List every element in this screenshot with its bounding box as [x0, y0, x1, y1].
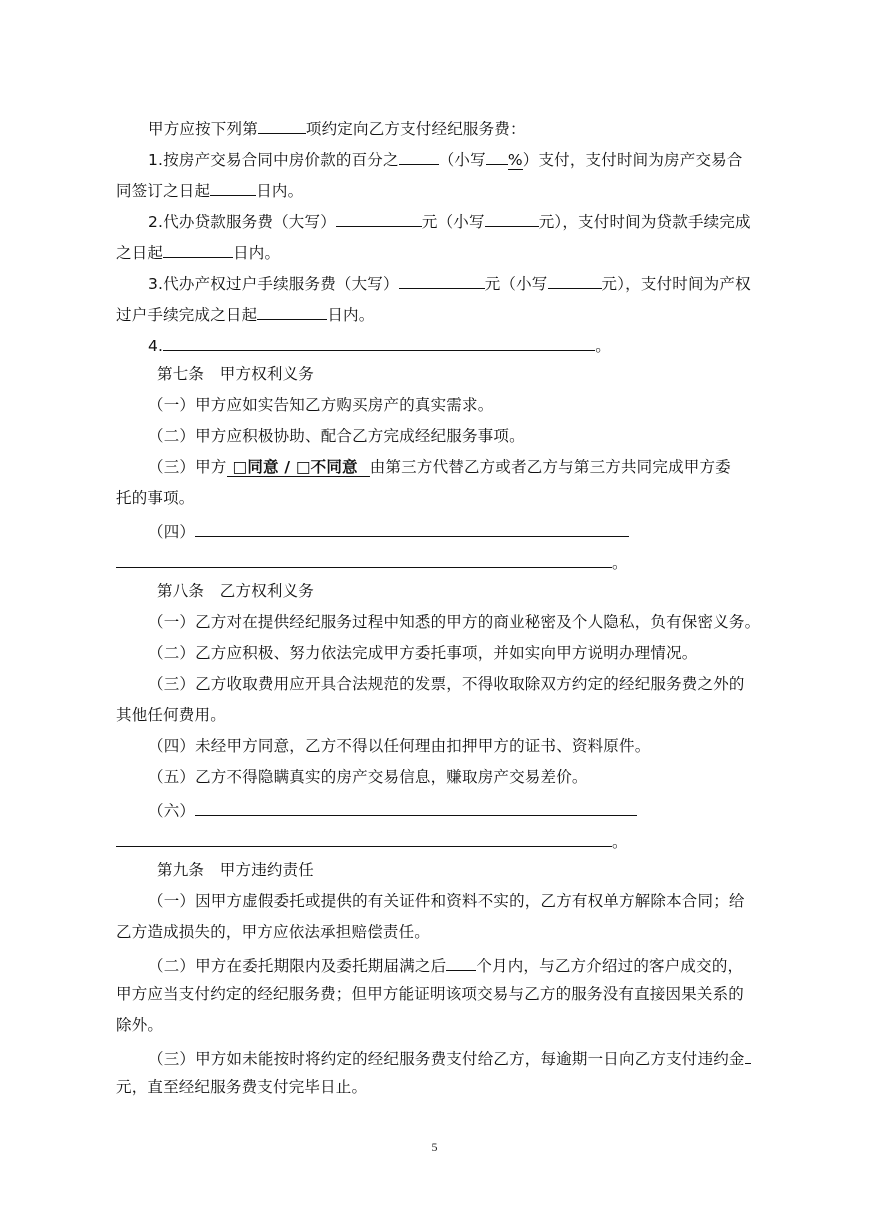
article-9-item-1-cont: 乙方造成损失的，甲方应依法承担赔偿责任。 [116, 923, 431, 941]
article-9-item-1: （一）因甲方虚假委托或提供的有关证件和资料不实的，乙方有权单方解除本合同；给 [148, 892, 745, 910]
article-9-item-3: （三）甲方如未能按时将约定的经纪服务费支付给乙方，每逾期一日向乙方支付违约金 [148, 1046, 751, 1069]
fee-item-3-line: 3.代办产权过户手续服务费（大写） 元（小写 元），支付时间为产权 [148, 271, 751, 294]
penalty-blank [745, 1046, 751, 1064]
article-8-heading: 第八条 乙方权利义务 [157, 582, 315, 600]
article-7-item-3: （三）甲方 □同意 / □不同意 由第三方代替乙方或者乙方与第三方共同完成甲方委 [148, 458, 731, 476]
article-8-item-2: （二）乙方应积极、努力依法完成甲方委托事项，并如实向甲方说明办理情况。 [148, 644, 698, 662]
article-8-item-6-cont: 。 [116, 829, 628, 852]
fee-option-line: 甲方应按下列第 项约定向乙方支付经纪服务费： [148, 116, 526, 139]
article-7-item-4: （四） [148, 519, 629, 542]
article-7-item-1: （一）甲方应如实告知乙方购买房产的真实需求。 [148, 396, 494, 414]
fee-item-3-cont: 过户手续完成之日起 日内。 [116, 302, 374, 325]
article-9-item-2: （二）甲方在委托期限内及委托期届满之后 个月内，与乙方介绍过的客户成交的， [148, 953, 743, 976]
article-8-item-6-blank-2 [116, 829, 612, 847]
article-7-heading: 第七条 甲方权利义务 [157, 365, 315, 383]
article-8-item-3: （三）乙方收取费用应开具合法规范的发票，不得收取除双方约定的经纪服务费之外的 [148, 675, 745, 693]
transfer-fee-upper-blank [399, 271, 485, 289]
page-number: 5 [431, 1140, 438, 1154]
article-7-item-2: （二）甲方应积极协助、配合乙方完成经纪服务事项。 [148, 427, 525, 445]
article-9-item-2-cont-2: 除外。 [116, 1016, 164, 1034]
days-blank-3 [257, 302, 327, 320]
percent-blank [399, 147, 439, 165]
fee-item-1-cont: 同签订之日起 日内。 [116, 178, 303, 201]
article-8-item-6: （六） [148, 798, 637, 821]
fee-item-2-line: 2.代办贷款服务费（大写） 元（小写 元），支付时间为贷款手续完成 [148, 209, 751, 232]
article-8-item-5: （五）乙方不得隐瞒真实的房产交易信息，赚取房产交易差价。 [148, 768, 588, 786]
article-7-item-3-cont: 托的事项。 [116, 489, 195, 507]
fee-item-2-cont: 之日起 日内。 [116, 240, 280, 263]
article-8-item-6-blank [195, 798, 637, 816]
article-7-item-4-blank [195, 519, 629, 537]
item-4-blank [163, 333, 595, 351]
article-8-item-3-cont: 其他任何费用。 [116, 706, 226, 724]
days-blank-2 [163, 240, 233, 258]
percent-lowercase-blank [486, 147, 508, 165]
article-8-item-4: （四）未经甲方同意，乙方不得以任何理由扣押甲方的证书、资料原件。 [148, 737, 651, 755]
transfer-fee-lower-blank [548, 271, 602, 289]
fee-item-4-line: 4. 。 [148, 333, 611, 356]
consent-checkbox-options: □同意 / □不同意 [227, 458, 370, 477]
months-blank [446, 953, 476, 971]
article-9-item-2-cont: 甲方应当支付约定的经纪服务费；但甲方能证明该项交易与乙方的服务没有直接因果关系的 [116, 985, 745, 1003]
article-9-heading: 第九条 甲方违约责任 [157, 861, 315, 879]
article-7-item-4-blank-2 [116, 550, 612, 568]
article-7-item-4-cont: 。 [116, 550, 628, 573]
article-9-item-3-cont: 元，直至经纪服务费支付完毕日止。 [116, 1078, 368, 1096]
article-8-item-1: （一）乙方对在提供经纪服务过程中知悉的甲方的商业秘密及个人隐私，负有保密义务。 [148, 613, 761, 631]
fee-item-1-line: 1.按房产交易合同中房价款的百分之 （小写 %）支付，支付时间为房产交易合 [148, 147, 743, 170]
days-blank-1 [210, 178, 256, 196]
loan-fee-upper-blank [336, 209, 422, 227]
loan-fee-lower-blank [485, 209, 539, 227]
option-number-blank [258, 116, 306, 134]
